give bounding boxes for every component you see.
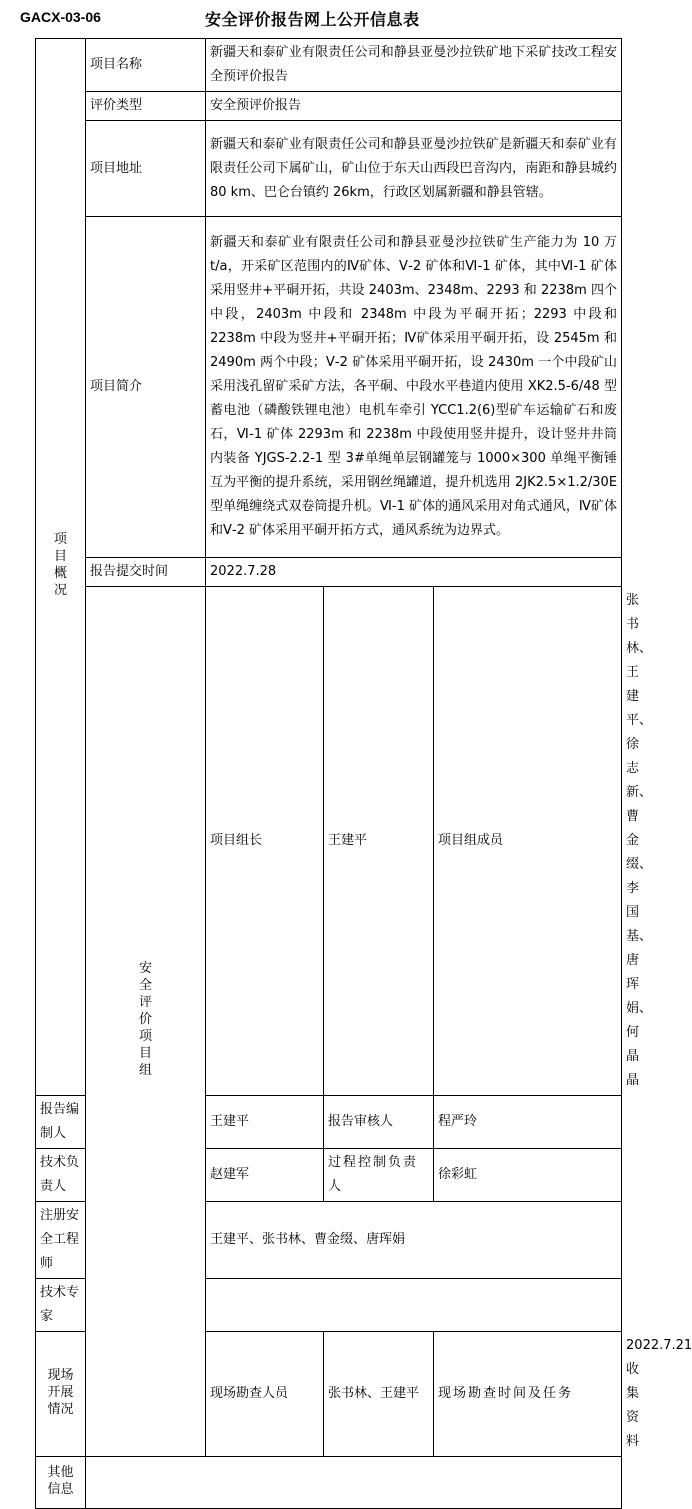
editor-label: 报告编制人 (36, 1096, 86, 1149)
intro-value: 新疆天和泰矿业有限责任公司和静县亚曼沙拉铁矿生产能力为 10 万 t/a，开采矿区范围内的Ⅳ矿体、Ⅴ-2 矿体和Ⅵ-1 矿体，其中Ⅵ-1 矿体采用竖井+平硐开拓，共设 2403m、2348m、2293 和 2238m 四个中段，2403m 中段和 2348m 中段为平硐开拓；2293 中段和 2238m 中段为竖井+平硐开拓；Ⅳ矿体采用平硐开拓，设 2545m 和 2490m 两个中段；Ⅴ-2 矿体采用平硐开拓，设 2430m 一个中段矿山采用浅孔留矿采矿方法，各平硐、中段水平巷道内使用 XK2.5-6/48 型蓄电池（磷酸铁锂电池）电机车牵引 YCC1.2(6)型矿车运输矿石和废石，Ⅵ-1 矿体 2293m 和 2238m 中段使用竖井提升，设计竖井井筒内装备 YJGS-2.2-1 型 3#单绳单层钢罐笼与 1000×300 单绳平衡锤互为平衡的提升系统，采用钢丝绳罐道，提升机选用 2JK2.5×1.2/30E 型单绳缠绕式双卷筒提升机。Ⅵ-1 矿体的通风采用对角式通风，Ⅳ矿体和Ⅴ-2 矿体采用平硐开拓方式，通风系统为边界式。 (206, 217, 622, 558)
editor-value: 王建平 (206, 1096, 324, 1149)
category-other: 其他信息 (36, 1457, 86, 1509)
category-team: 安全评价项目组 (86, 587, 206, 1457)
intro-label: 项目简介 (86, 217, 206, 558)
site-survey-value: 张书林、王建平 (324, 1332, 434, 1457)
submit-time-label: 报告提交时间 (86, 558, 206, 587)
tech-expert-label: 技术专家 (36, 1279, 86, 1332)
process-control-value: 徐彩虹 (434, 1149, 622, 1202)
form-code: GACX-03-06 (20, 9, 101, 25)
survey-time-label: 现场勘查时间及任务 (434, 1332, 622, 1457)
info-table: 项目概况 项目名称 新疆天和泰矿业有限责任公司和静县亚曼沙拉铁矿地下采矿技改工程安全预评价报告 评价类型 安全预评价报告 项目地址 新疆天和泰矿业有限责任公司和静县亚曼沙拉铁矿是新疆天和泰矿业有限责任公司下属矿山，矿山位于东天山西段巴音沟内，南距和静县城约 80 km、巴仑台镇约 26km，行政区划属新疆和静县管辖。 项目简介 新疆天和泰矿业有限责任公司和静县亚曼沙拉铁矿生产能力为 10 万 t/a，开采矿区范围内的Ⅳ矿体、Ⅴ-2 矿体和Ⅵ-1 矿体，其中Ⅵ-1 矿体采用竖井+平硐开拓，共设 2403m、2348m、2293 和 2238m 四个中段，2403m 中段和 2348m 中段为平硐开拓；2293 中段和 2238m 中段为竖井+平硐开拓；Ⅳ矿体采用平硐开拓，设 2545m 和 2490m 两个中段；Ⅴ-2 矿体采用平硐开拓，设 2430m 一个中段矿山采用浅孔留矿采矿方法，各平硐、中段水平巷道内使用 XK2.5-6/48 型蓄电池（磷酸铁锂电池）电机车牵引 YCC1.2(6)型矿车运输矿石和废石，Ⅵ-1 矿体 2293m 和 2238m 中段使用竖井提升，设计竖井井筒内装备 YJGS-2.2-1 型 3#单绳单层钢罐笼与 1000×300 单绳平衡锤互为平衡的提升系统，采用钢丝绳罐道，提升机选用 2JK2.5×1.2/30E 型单绳缠绕式双卷筒提升机。Ⅵ-1 矿体的通风采用对角式通风，Ⅳ矿体和Ⅴ-2 矿体采用平硐开拓方式，通风系统为边界式。 报告提交时间 2022.7.28 安全评价项目组 项目组长 王建平 项目组成员 张书林、王建平、徐志新、曹金缀、李国基、唐珲娟、何晶晶 报告编制人 王建平 报告审核人 程严玲 技术负责人 赵建军 过程控制负责人 徐彩虹 注册安全工程师 王建平、张书林、曹金缀、唐珲娟 技术专家 现场开展情况 现场勘查人员 张书林、王建平 现场勘查时间及任务 2022.7.21 收集资料 其他信息 (35, 38, 622, 1509)
tech-lead-label: 技术负责人 (36, 1149, 86, 1202)
eval-type-value: 安全预评价报告 (206, 92, 622, 121)
site-survey-label: 现场勘查人员 (206, 1332, 324, 1457)
eval-type-label: 评价类型 (86, 92, 206, 121)
category-site: 现场开展情况 (36, 1332, 86, 1457)
other-info-value (86, 1457, 622, 1509)
process-control-label: 过程控制负责人 (324, 1149, 434, 1202)
tech-expert-value (206, 1279, 622, 1332)
project-name-label: 项目名称 (86, 39, 206, 92)
reviewer-value: 程严玲 (434, 1096, 622, 1149)
submit-time-value: 2022.7.28 (206, 558, 622, 587)
project-name-value: 新疆天和泰矿业有限责任公司和静县亚曼沙拉铁矿地下采矿技改工程安全预评价报告 (206, 39, 622, 92)
address-label: 项目地址 (86, 121, 206, 217)
leader-label: 项目组长 (206, 587, 324, 1096)
category-overview: 项目概况 (36, 39, 86, 1096)
safety-engineer-label: 注册安全工程师 (36, 1202, 86, 1279)
tech-lead-value: 赵建军 (206, 1149, 324, 1202)
reviewer-label: 报告审核人 (324, 1096, 434, 1149)
page-title: 安全评价报告网上公开信息表 (205, 10, 420, 29)
safety-engineer-value: 王建平、张书林、曹金缀、唐珲娟 (206, 1202, 622, 1279)
leader-value: 王建平 (324, 587, 434, 1096)
address-value: 新疆天和泰矿业有限责任公司和静县亚曼沙拉铁矿是新疆天和泰矿业有限责任公司下属矿山，矿山位于东天山西段巴音沟内，南距和静县城约 80 km、巴仑台镇约 26km，行政区划属新疆和静县管辖。 (206, 121, 622, 217)
members-label: 项目组成员 (434, 587, 622, 1096)
